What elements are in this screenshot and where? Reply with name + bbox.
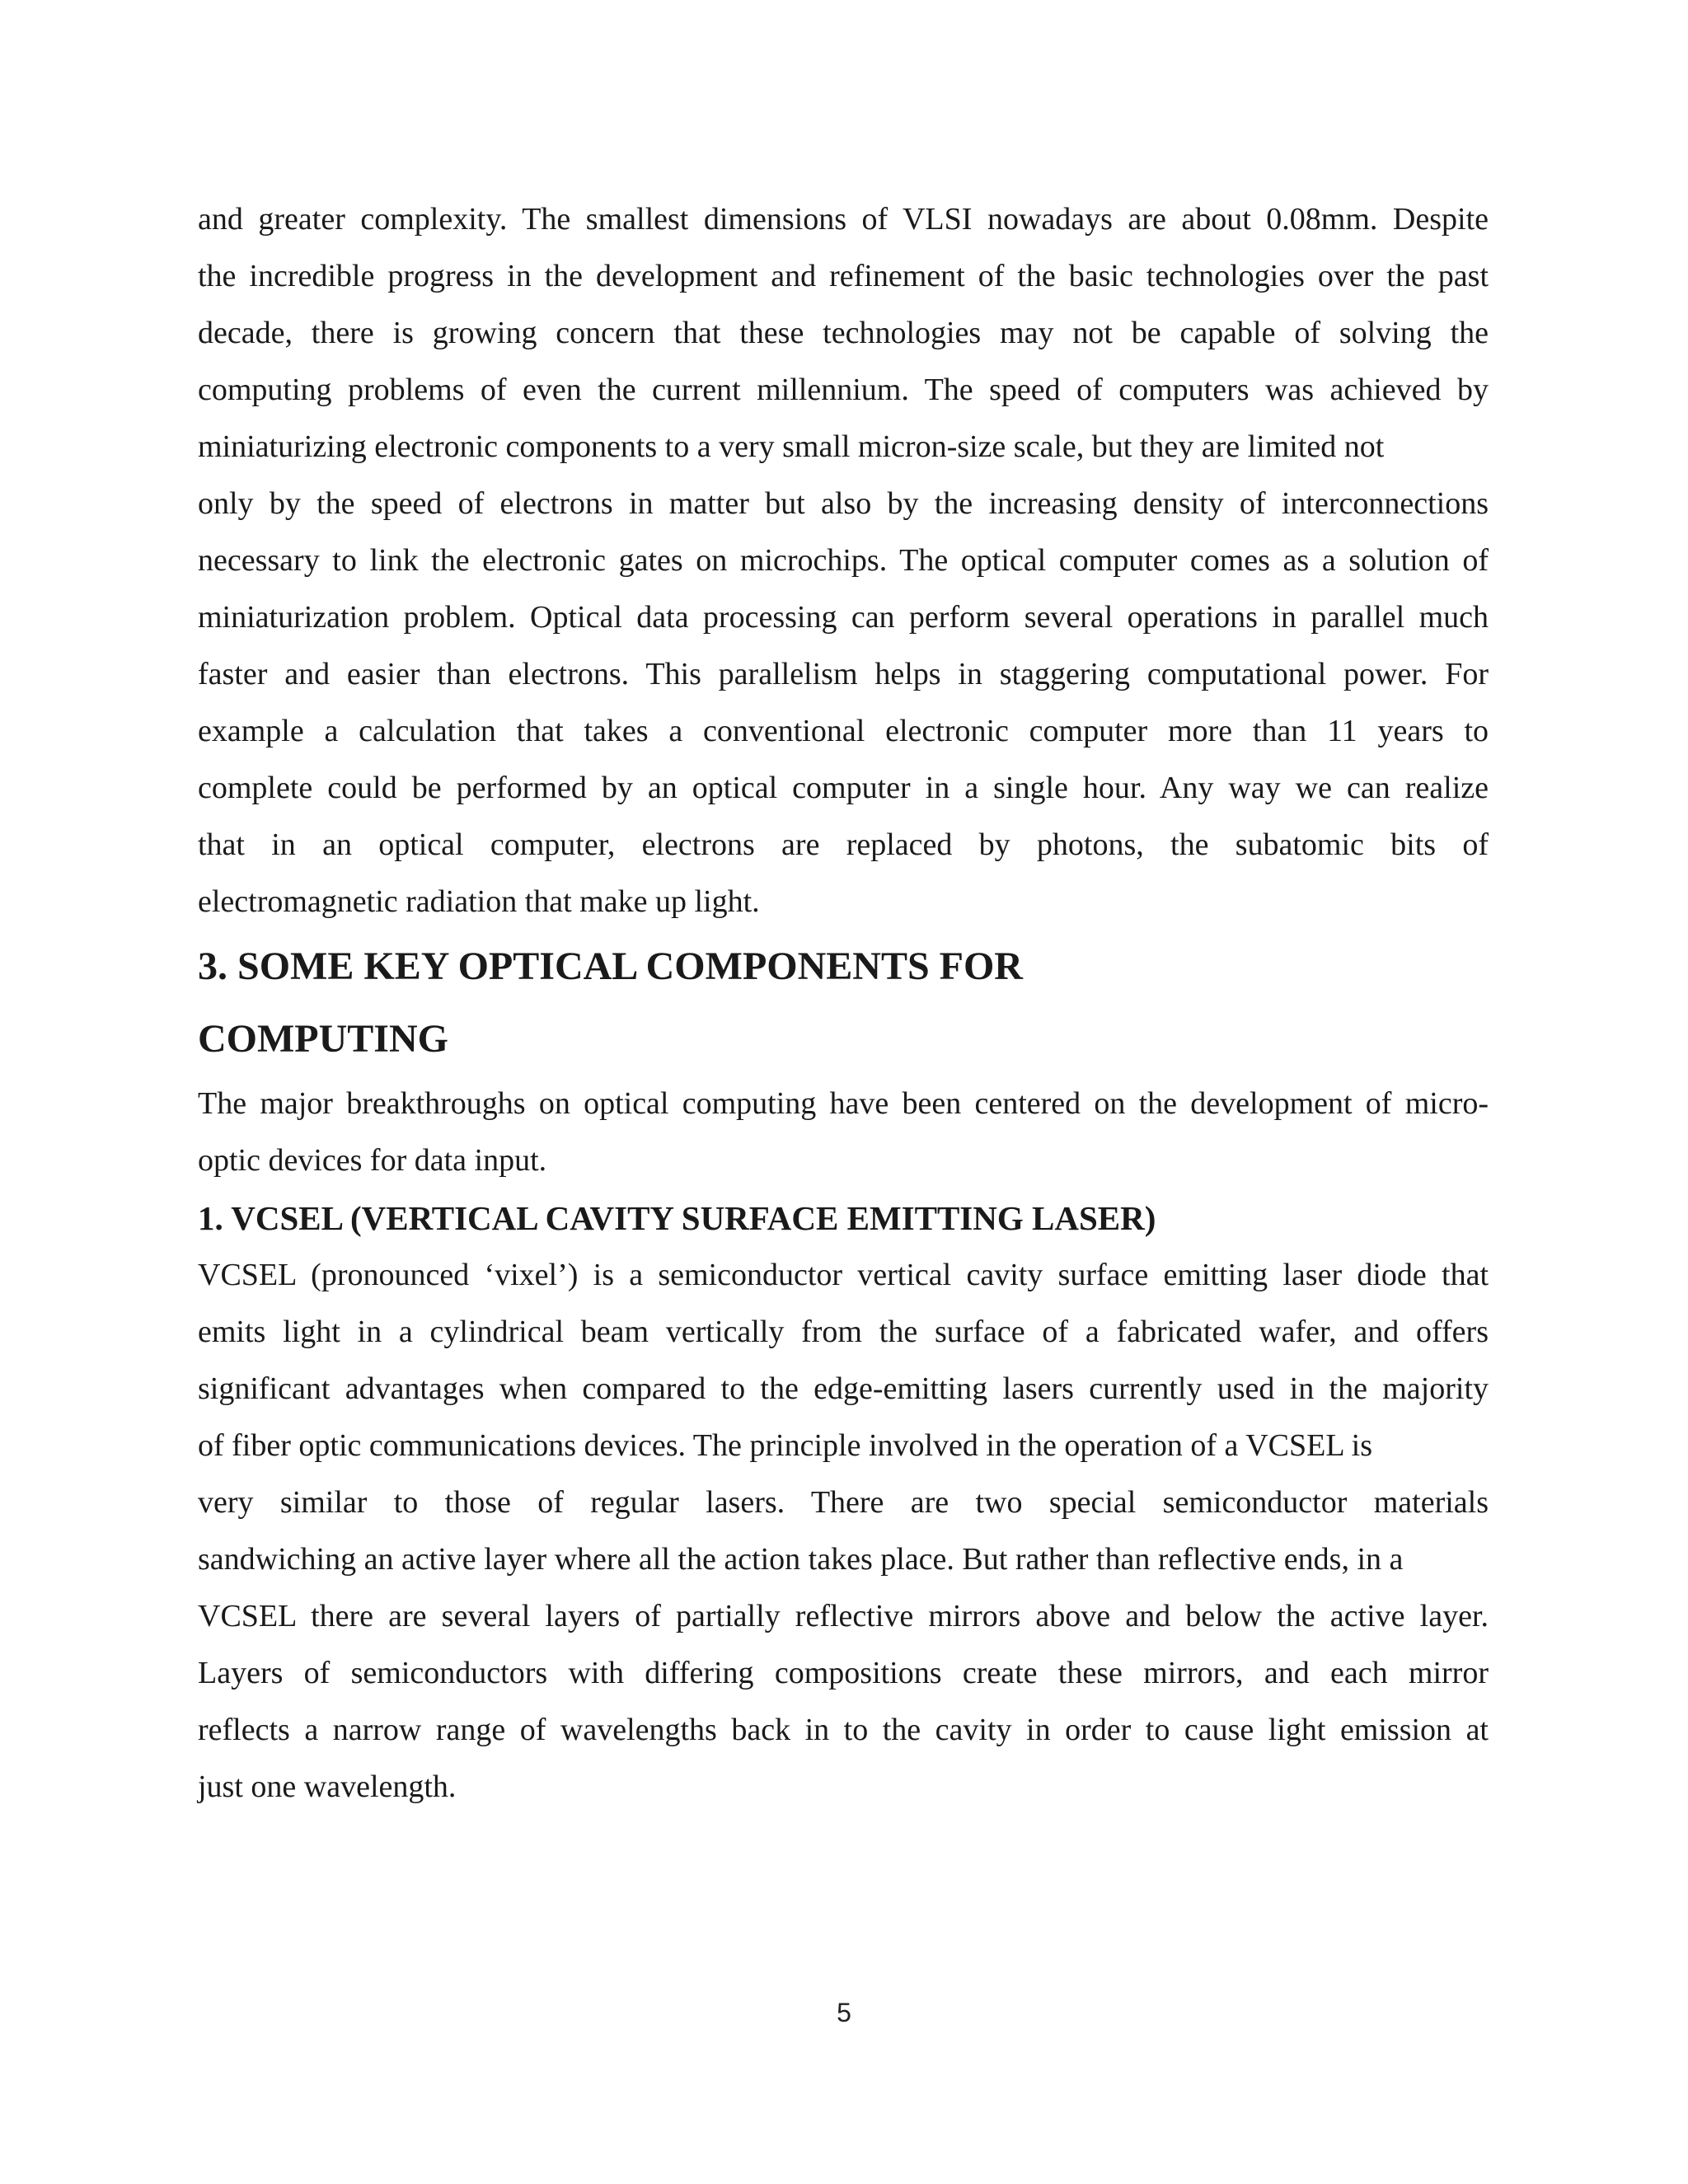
intro-paragraph <box>198 191 1489 930</box>
text-line: significant advantages when compared to the edge-emitting lasers currently used in the majority <box>198 1371 1489 1406</box>
subsection-heading-line: 1. VCSEL (VERTICAL CAVITY SURFACE EMITTING LASER) <box>198 1199 1156 1237</box>
text-line: sandwiching an active layer where all the action takes place. But rather than reflective ends, in a <box>198 1542 1404 1577</box>
section-heading-line: 3. SOME KEY OPTICAL COMPONENTS FOR <box>198 944 1023 988</box>
text-line: faster and easier than electrons. This parallelism helps in staggering computational power. For <box>198 657 1489 691</box>
text-line: Layers of semiconductors with differing compositions create these mirrors, and each mirror <box>198 1656 1489 1690</box>
text-line: emits light in a cylindrical beam vertically from the surface of a fabricated wafer, and offers <box>198 1315 1489 1349</box>
text-line: that in an optical computer, electrons are replaced by photons, the subatomic bits of <box>198 827 1489 862</box>
text-line: only by the speed of electrons in matter but also by the increasing density of interconnections <box>198 486 1489 521</box>
section-intro-paragraph <box>198 1076 1489 1189</box>
text-line: electromagnetic radiation that make up light. <box>198 884 760 919</box>
text-line: optic devices for data input. <box>198 1143 547 1178</box>
document-page <box>198 191 1489 1816</box>
text-line: VCSEL there are several layers of partially reflective mirrors above and below the active layer. <box>198 1599 1489 1633</box>
text-line: The major breakthroughs on optical computing have been centered on the development of micro- <box>198 1086 1489 1121</box>
text-line: decade, there is growing concern that these technologies may not be capable of solving the <box>198 316 1489 350</box>
text-line: and greater complexity. The smallest dimensions of VLSI nowadays are about 0.08mm. Despite <box>198 202 1489 237</box>
text-line: just one wavelength. <box>198 1769 457 1804</box>
section-heading <box>198 930 1489 1076</box>
text-line: VCSEL (pronounced ‘vixel’) is a semiconductor vertical cavity surface emitting laser diode that <box>198 1258 1489 1292</box>
text-line: the incredible progress in the development and refinement of the basic technologies over the past <box>198 259 1489 293</box>
subsection-heading <box>198 1189 1489 1247</box>
text-line: reflects a narrow range of wavelengths back in to the cavity in order to cause light emission at <box>198 1713 1489 1747</box>
section-heading-line: COMPUTING <box>198 1017 448 1061</box>
text-line: very similar to those of regular lasers. There are two special semiconductor materials <box>198 1485 1489 1520</box>
page-number: 5 <box>837 1998 851 2027</box>
text-line: miniaturization problem. Optical data processing can perform several operations in parallel much <box>198 600 1489 635</box>
text-line: necessary to link the electronic gates on microchips. The optical computer comes as a solution of <box>198 543 1489 578</box>
text-line: miniaturizing electronic components to a very small micron-size scale, but they are limited not <box>198 429 1385 464</box>
text-line: complete could be performed by an optical computer in a single hour. Any way we can realize <box>198 771 1489 805</box>
text-line: of fiber optic communications devices. The principle involved in the operation of a VCSEL is <box>198 1428 1373 1463</box>
text-line: computing problems of even the current millennium. The speed of computers was achieved by <box>198 373 1489 407</box>
text-line: example a calculation that takes a conventional electronic computer more than 11 years to <box>198 714 1489 748</box>
vcsel-paragraph <box>198 1247 1489 1816</box>
